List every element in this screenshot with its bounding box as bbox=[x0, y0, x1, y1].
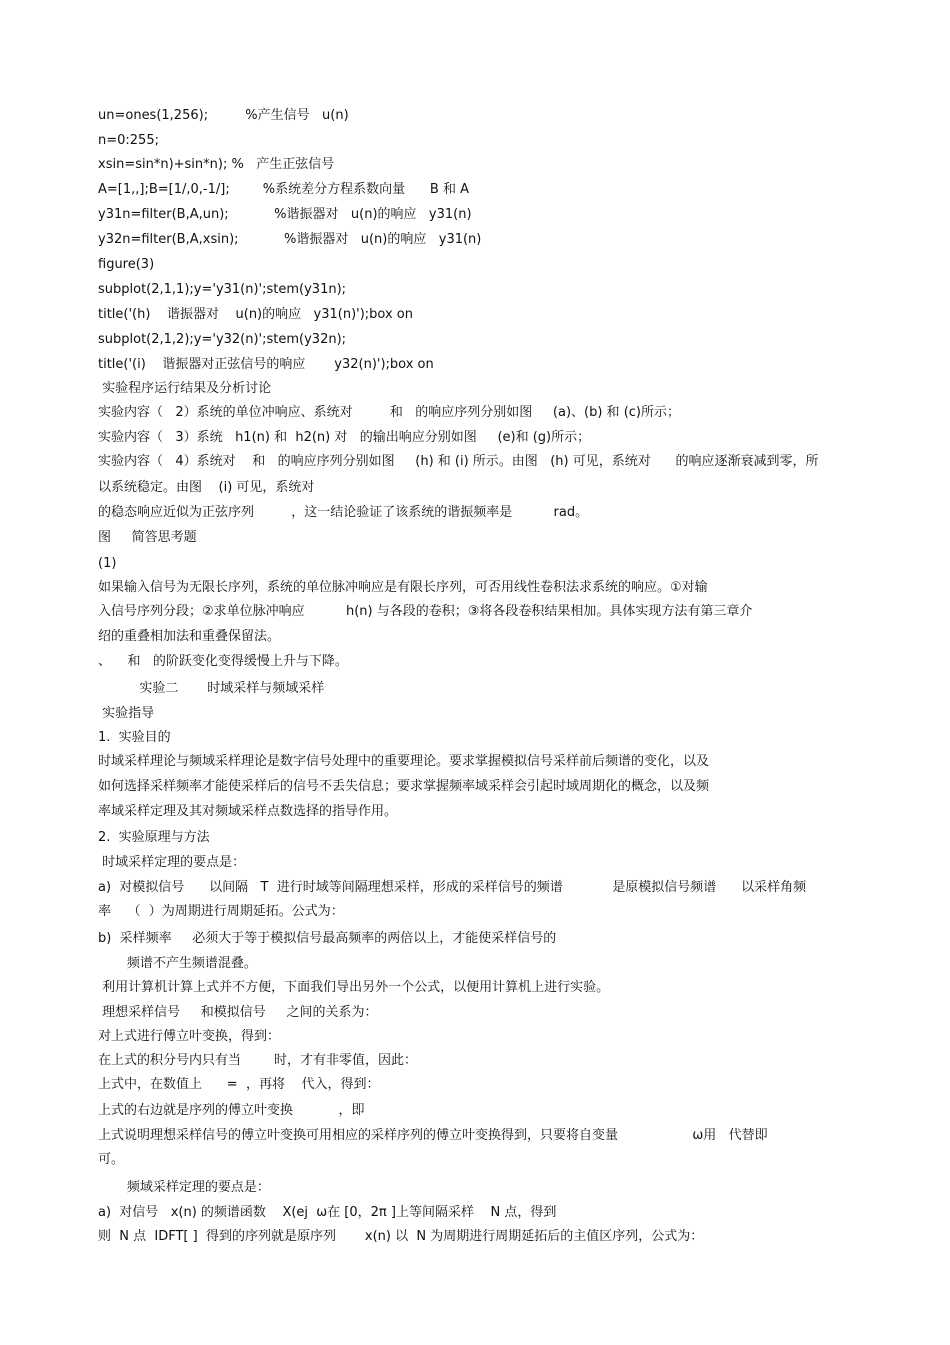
text-line: (1) bbox=[98, 556, 117, 571]
section-title: 实验二 时域采样与频域采样 bbox=[98, 681, 325, 696]
text-line: 如何选择采样频率才能使采样后的信号不丢失信息；要求掌握频率域采样会引起时域周期化的概念，以及频 bbox=[98, 779, 710, 794]
text-line: a) 对模拟信号 以间隔 T 进行时域等间隔理想采样，形成的采样信号的频谱 是原模拟信号频谱 以采样角频 bbox=[98, 880, 807, 895]
text-line: 理想采样信号 和模拟信号 之间的关系为： bbox=[98, 1005, 378, 1020]
text-line: subplot(2,1,1);y='y31(n)';stem(y31n); bbox=[98, 282, 347, 297]
text-line: 上式中，在数值上 = ，再将 代入，得到： bbox=[98, 1077, 380, 1092]
text-line: 则 N 点 IDFT[ ] 得到的序列就是原序列 x(n) 以 N 为周期进行周期延拓后的主值区序列，公式为： bbox=[98, 1229, 704, 1244]
text-line: a) 对信号 x(n) 的频谱函数 X(ej ω在 [0，2π ]上等间隔采样 N 点，得到 bbox=[98, 1205, 557, 1220]
text-line: 图 简答思考题 bbox=[98, 530, 197, 545]
text-line: 频域采样定理的要点是： bbox=[98, 1180, 270, 1195]
section-heading: 实验指导 bbox=[98, 706, 155, 721]
text-line: 频谱不产生频谱混叠。 bbox=[98, 956, 257, 971]
text-line: 对上式进行傅立叶变换，得到： bbox=[98, 1029, 281, 1044]
text-line: 实验内容（ 3）系统 h1(n) 和 h2(n) 对 的输出响应分别如图 (e)和 (g)所示； bbox=[98, 430, 591, 445]
text-line: 、 和 的阶跃变化变得缓慢上升与下降。 bbox=[98, 654, 348, 669]
text-line: un=ones(1,256); %产生信号 u(n) bbox=[98, 108, 349, 123]
text-line: 实验内容（ 2）系统的单位冲响应、系统对 和 的响应序列分别如图 (a)、(b) 和 (c)所示； bbox=[98, 405, 680, 420]
text-line: n=0:255; bbox=[98, 133, 159, 148]
text-line: figure(3) bbox=[98, 257, 155, 272]
text-line: 时域采样定理的要点是： bbox=[98, 855, 246, 870]
text-line: 利用计算机计算上式并不方便，下面我们导出另外一个公式，以便用计算机上进行实验。 bbox=[98, 980, 610, 995]
text-line: A=[1,,];B=[1/,0,-1/]; %系统差分方程系数向量 B 和 A bbox=[98, 182, 469, 197]
text-line: 的稳态响应近似为正弦序列 ，这一结论验证了该系统的谐振频率是 rad。 bbox=[98, 505, 589, 520]
text-line: y32n=filter(B,A,xsin); %谐振器对 u(n)的响应 y31(n) bbox=[98, 232, 482, 247]
text-line: 绍的重叠相加法和重叠保留法。 bbox=[98, 629, 281, 644]
section-heading: 2. 实验原理与方法 bbox=[98, 830, 210, 845]
text-line: 如果输入信号为无限长序列，系统的单位脉冲响应是有限长序列，可否用线性卷积法求系统的响应。①对输 bbox=[98, 580, 708, 595]
text-line: 时域采样理论与频域采样理论是数字信号处理中的重要理论。要求掌握模拟信号采样前后频谱的变化，以及 bbox=[98, 754, 710, 769]
text-line: 率 （ ）为周期进行周期延拓。公式为： bbox=[98, 904, 344, 919]
text-line: 入信号序列分段；②求单位脉冲响应 h(n) 与各段的卷积；③将各段卷积结果相加。具体实现方法有第三章介 bbox=[98, 604, 753, 619]
text-line: 实验内容（ 4）系统对 和 的响应序列分别如图 (h) 和 (i) 所示。由图 (h) 可见，系统对 的响应逐渐衰减到零，所 bbox=[98, 454, 819, 469]
text-line: y31n=filter(B,A,un); %谐振器对 u(n)的响应 y31(n) bbox=[98, 207, 472, 222]
section-heading: 1. 实验目的 bbox=[98, 730, 171, 745]
text-line: 上式的右边就是序列的傅立叶变换 ，即 bbox=[98, 1103, 365, 1118]
text-line: title('(i) 谐振器对正弦信号的响应 y32(n)');box on bbox=[98, 357, 434, 372]
text-line: subplot(2,1,2);y='y32(n)';stem(y32n); bbox=[98, 332, 347, 347]
section-heading: 实验程序运行结果及分析讨论 bbox=[98, 381, 272, 396]
text-line: xsin=sin*n)+sin*n); % 产生正弦信号 bbox=[98, 157, 335, 172]
text-line: 在上式的积分号内只有当 时，才有非零值，因此： bbox=[98, 1053, 418, 1068]
text-line: 可。 bbox=[98, 1152, 125, 1167]
text-line: b) 采样频率 必须大于等于模拟信号最高频率的两倍以上，才能使采样信号的 bbox=[98, 931, 557, 946]
text-line: 上式说明理想采样信号的傅立叶变换可用相应的采样序列的傅立叶变换得到，只要将自变量 ω用 代替即 bbox=[98, 1128, 768, 1143]
text-line: 率域采样定理及其对频域采样点数选择的指导作用。 bbox=[98, 804, 398, 819]
text-line: title('(h) 谐振器对 u(n)的响应 y31(n)');box on bbox=[98, 307, 413, 322]
text-line: 以系统稳定。由图 (i) 可见，系统对 bbox=[98, 480, 315, 495]
